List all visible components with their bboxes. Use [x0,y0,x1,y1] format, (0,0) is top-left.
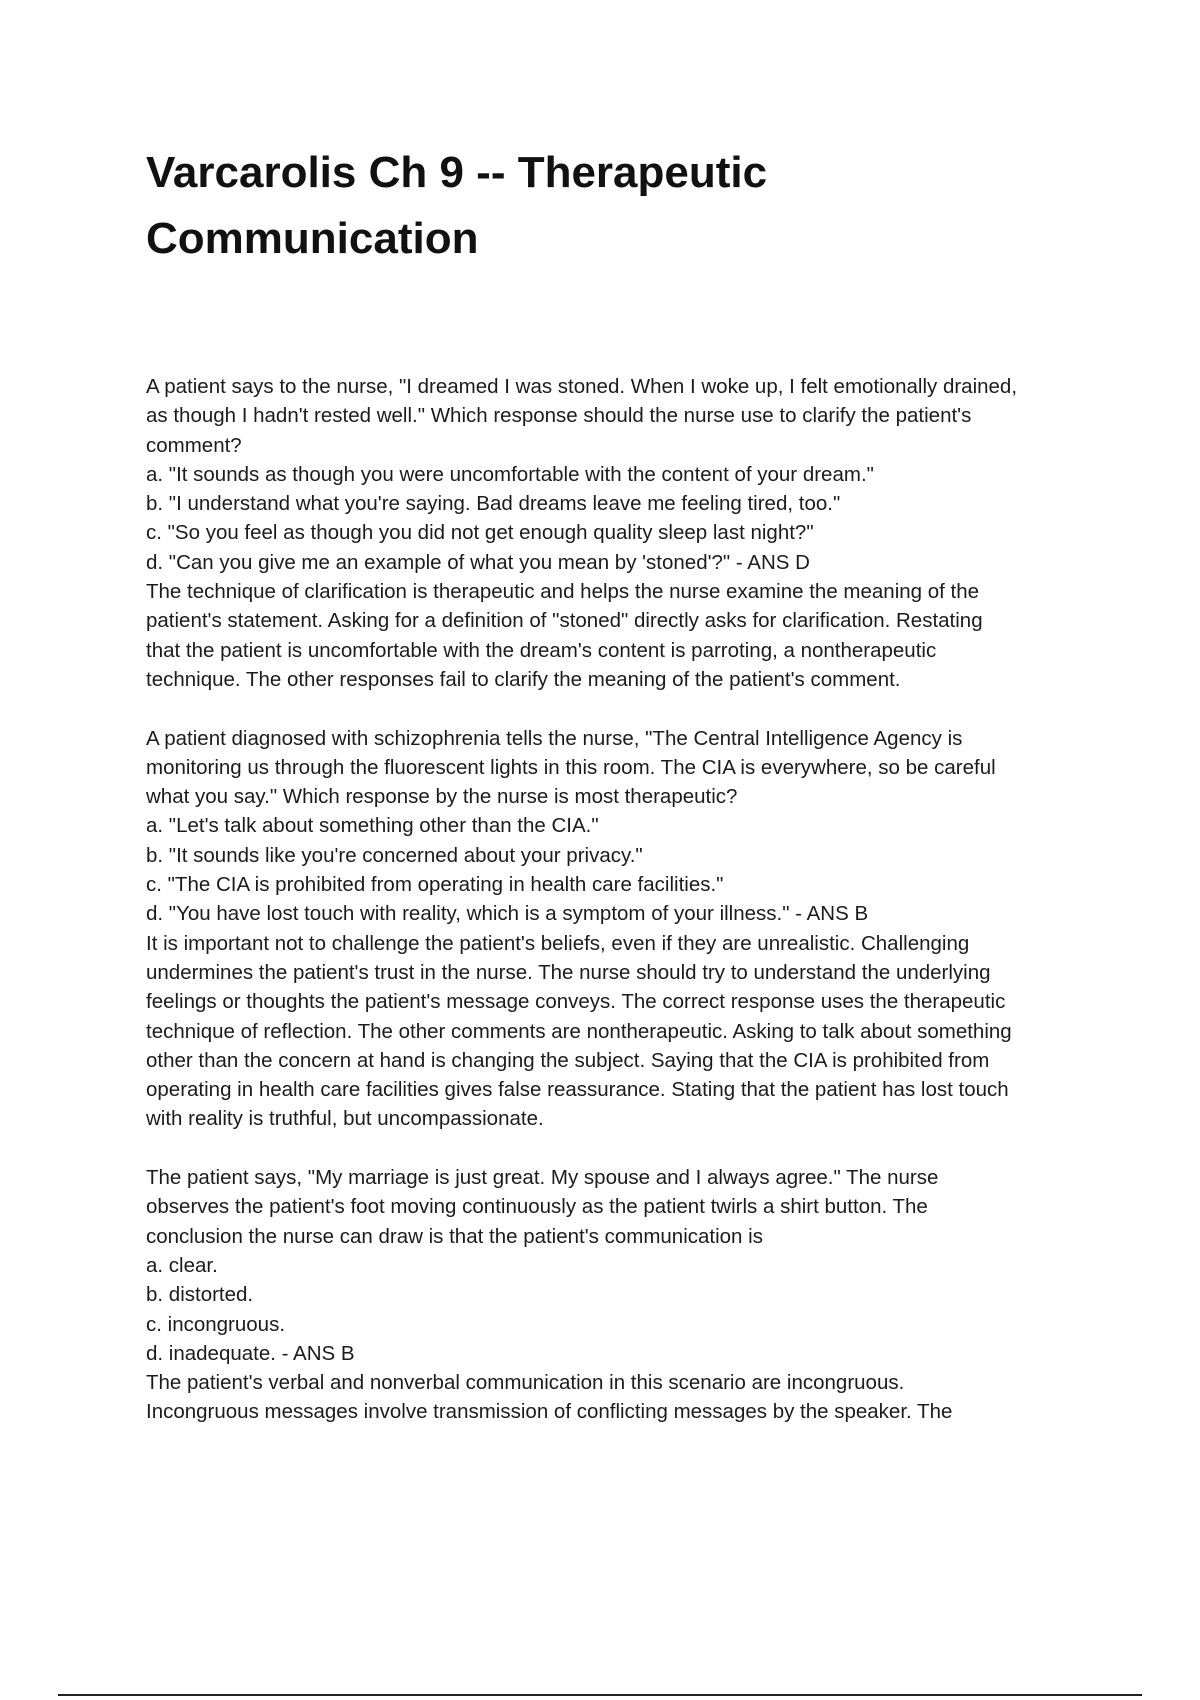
rationale-line: that the patient is uncomfortable with the dream's content is parroting, a nontherapeutic [146,638,937,662]
rationale-line: feelings or thoughts the patient's message conveys. The correct response uses the therapeutic [146,990,1006,1014]
rationale-line: other than the concern at hand is changing the subject. Saying that the CIA is prohibited from [146,1048,990,1072]
question-block-2 [146,724,1106,1134]
question-block-1 [146,372,1106,694]
question-stem-line: A patient diagnosed with schizophrenia tells the nurse, "The Central Intelligence Agency is [146,726,963,750]
rationale-line: undermines the patient's trust in the nurse. The nurse should try to understand the underlying [146,960,991,984]
answer-option: d. inadequate. - ANS B [146,1341,355,1365]
answer-option: d. "Can you give me an example of what you mean by 'stoned'?" - ANS D [146,550,810,574]
answer-option: b. "I understand what you're saying. Bad dreams leave me feeling tired, too." [146,492,841,516]
rationale-line: Incongruous messages involve transmission of conflicting messages by the speaker. The [146,1400,953,1424]
rationale-line: technique. The other responses fail to clarify the meaning of the patient's comment. [146,667,901,691]
rationale-line: The technique of clarification is therapeutic and helps the nurse examine the meaning of the [146,580,980,604]
rationale-line: The patient's verbal and nonverbal communication in this scenario are incongruous. [146,1371,905,1395]
answer-option: c. "So you feel as though you did not get enough quality sleep last night?" [146,521,814,545]
rationale-line: operating in health care facilities gives false reassurance. Stating that the patient has lost touch [146,1078,1009,1102]
question-stem-line: what you say." Which response by the nurse is most therapeutic? [146,785,738,809]
question-stem-line: observes the patient's foot moving continuously as the patient twirls a shirt button. The [146,1195,928,1219]
answer-option: c. incongruous. [146,1312,286,1336]
answer-option: c. "The CIA is prohibited from operating in health care facilities." [146,873,724,897]
answer-option: b. distorted. [146,1283,254,1307]
document-body [146,372,1106,1456]
title-line: Varcarolis Ch 9 -- Therapeutic [146,148,768,197]
page-title [146,140,1046,272]
question-stem-line: A patient says to the nurse, "I dreamed I was stoned. When I woke up, I felt emotionally drained, [146,375,1018,398]
footer-divider [58,1694,1142,1696]
question-stem-line: The patient says, "My marriage is just great. My spouse and I always agree." The nurse [146,1166,939,1190]
question-stem-line: comment? [146,433,242,457]
question-stem-line: monitoring us through the fluorescent lights in this room. The CIA is everywhere, so be careful [146,755,996,779]
rationale-line: technique of reflection. The other comments are nontherapeutic. Asking to talk about something [146,1019,1012,1043]
question-block-3 [146,1163,1106,1427]
title-line: Communication [146,214,479,263]
rationale-line: with reality is truthful, but uncompassionate. [146,1107,544,1131]
answer-option: a. clear. [146,1253,218,1277]
answer-option: a. "Let's talk about something other than the CIA." [146,814,599,838]
answer-option: b. "It sounds like you're concerned about your privacy." [146,843,643,867]
answer-option: a. "It sounds as though you were uncomfortable with the content of your dream." [146,462,874,486]
question-stem-line: as though I hadn't rested well." Which response should the nurse use to clarify the patient's [146,404,972,428]
question-stem-line: conclusion the nurse can draw is that the patient's communication is [146,1224,763,1248]
answer-option: d. "You have lost touch with reality, which is a symptom of your illness." - ANS B [146,902,869,926]
rationale-line: patient's statement. Asking for a definition of "stoned" directly asks for clarification. Restating [146,609,983,633]
rationale-line: It is important not to challenge the patient's beliefs, even if they are unrealistic. Challenging [146,931,970,955]
